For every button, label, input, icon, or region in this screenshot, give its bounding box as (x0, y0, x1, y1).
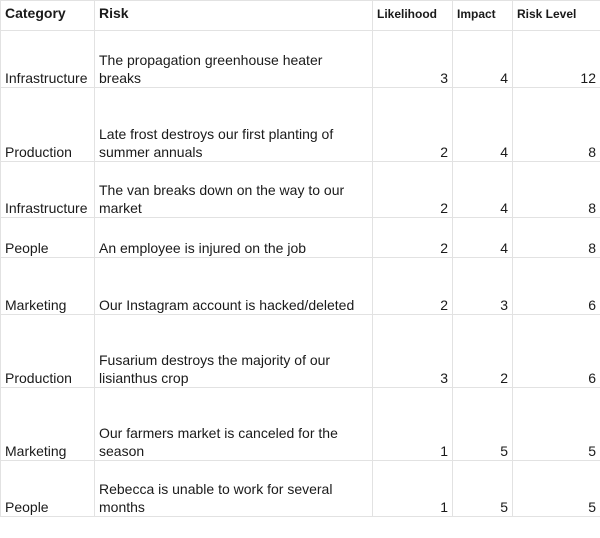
category-cell[interactable]: Infrastructure (1, 31, 95, 88)
header-row (1, 1, 600, 31)
impact-cell[interactable]: 5 (453, 388, 513, 461)
risk-cell[interactable]: Our farmers market is canceled for the season (95, 388, 373, 461)
likelihood-cell[interactable]: 1 (373, 461, 453, 517)
category-cell[interactable]: Marketing (1, 258, 95, 315)
table-row (1, 388, 600, 461)
risk-level-cell[interactable]: 5 (513, 388, 600, 461)
header-risk[interactable]: Risk (95, 1, 373, 31)
risk-level-cell[interactable]: 5 (513, 461, 600, 517)
risk-cell[interactable]: Rebecca is unable to work for several months (95, 461, 373, 517)
risk-cell[interactable]: Fusarium destroys the majority of our lisianthus crop (95, 315, 373, 388)
impact-cell[interactable]: 4 (453, 31, 513, 88)
likelihood-cell[interactable]: 3 (373, 31, 453, 88)
risk-level-cell[interactable]: 6 (513, 258, 600, 315)
likelihood-cell[interactable]: 1 (373, 388, 453, 461)
header-likelihood[interactable]: Likelihood (373, 1, 453, 31)
likelihood-cell[interactable]: 2 (373, 218, 453, 258)
risk-cell[interactable]: Our Instagram account is hacked/deleted (95, 258, 373, 315)
impact-cell[interactable]: 4 (453, 88, 513, 162)
risk-cell[interactable]: Late frost destroys our first planting of summer annuals (95, 88, 373, 162)
likelihood-cell[interactable]: 2 (373, 162, 453, 218)
risk-level-cell[interactable]: 6 (513, 315, 600, 388)
category-cell[interactable]: People (1, 461, 95, 517)
risk-level-cell[interactable]: 12 (513, 31, 600, 88)
risk-level-cell[interactable]: 8 (513, 88, 600, 162)
impact-cell[interactable]: 4 (453, 162, 513, 218)
table-row (1, 88, 600, 162)
category-cell[interactable]: Production (1, 315, 95, 388)
category-cell[interactable]: Infrastructure (1, 162, 95, 218)
category-cell[interactable]: Production (1, 88, 95, 162)
header-risk-level[interactable]: Risk Level (513, 1, 600, 31)
table-row (1, 461, 600, 517)
impact-cell[interactable]: 5 (453, 461, 513, 517)
impact-cell[interactable]: 3 (453, 258, 513, 315)
header-category[interactable]: Category (1, 1, 95, 31)
risk-level-cell[interactable]: 8 (513, 218, 600, 258)
table-row (1, 315, 600, 388)
header-impact[interactable]: Impact (453, 1, 513, 31)
impact-cell[interactable]: 4 (453, 218, 513, 258)
likelihood-cell[interactable]: 3 (373, 315, 453, 388)
table-row (1, 162, 600, 218)
table-row (1, 218, 600, 258)
impact-cell[interactable]: 2 (453, 315, 513, 388)
table-row (1, 258, 600, 315)
category-cell[interactable]: People (1, 218, 95, 258)
risk-level-cell[interactable]: 8 (513, 162, 600, 218)
table-row (1, 31, 600, 88)
category-cell[interactable]: Marketing (1, 388, 95, 461)
likelihood-cell[interactable]: 2 (373, 258, 453, 315)
risk-cell[interactable]: The propagation greenhouse heater breaks (95, 31, 373, 88)
likelihood-cell[interactable]: 2 (373, 88, 453, 162)
risk-cell[interactable]: The van breaks down on the way to our market (95, 162, 373, 218)
risk-cell[interactable]: An employee is injured on the job (95, 218, 373, 258)
